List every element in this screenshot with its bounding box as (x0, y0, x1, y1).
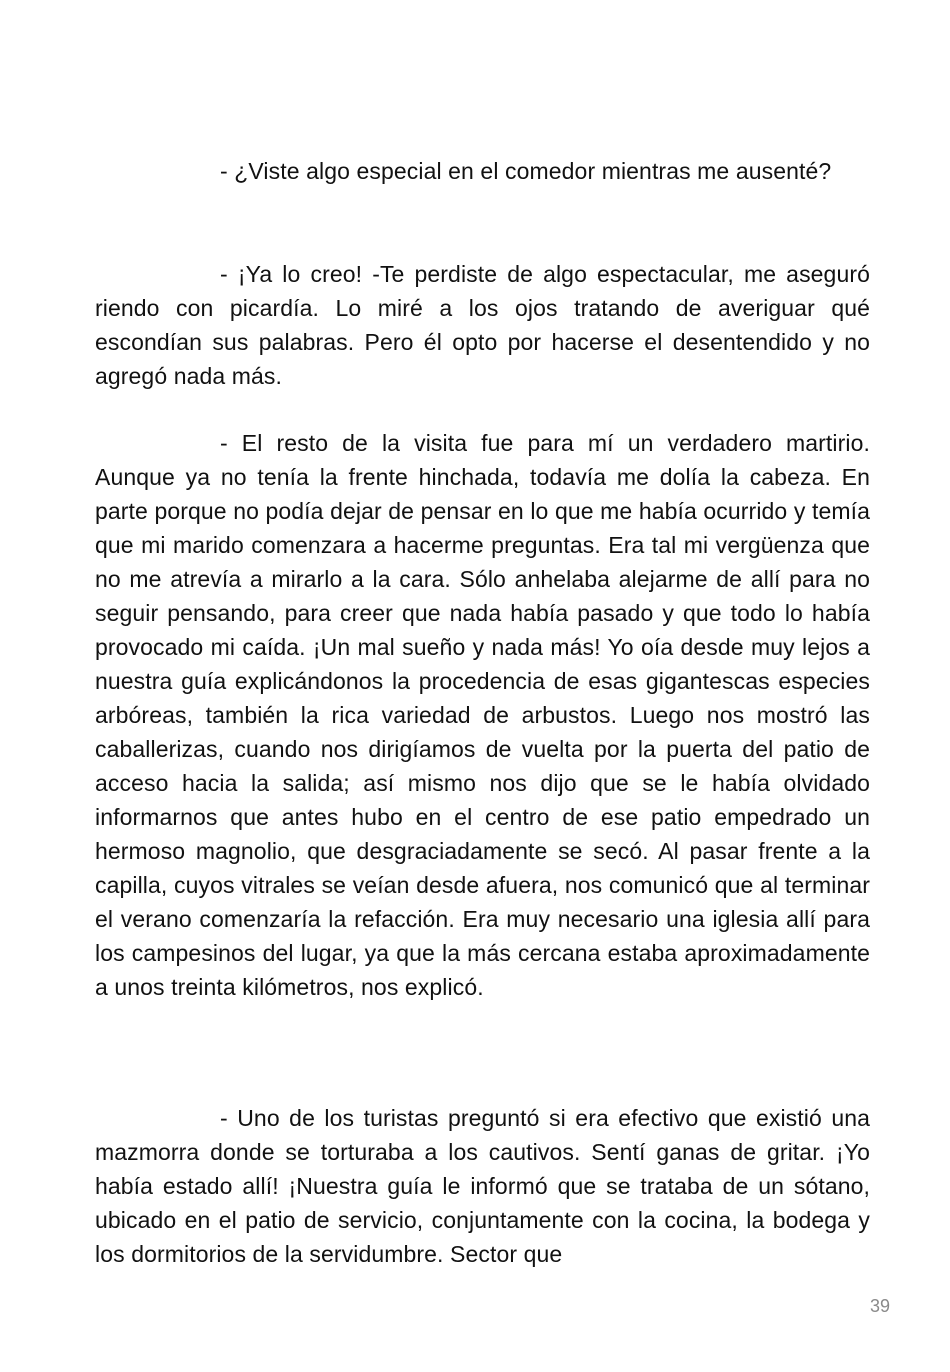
paragraph-2 (95, 257, 870, 393)
paragraph-text: - ¡Ya lo creo! -Te perdiste de algo espectacular, me aseguró riendo con picardía. Lo miré a los ojos tratando de averiguar qué escondían sus palabras. Pero él opto por hacerse el desentendido y no agregó nada más. (95, 261, 870, 389)
paragraph-text: - ¿Viste algo especial en el comedor mientras me ausenté? (220, 158, 832, 184)
paragraph-text: - Uno de los turistas preguntó si era efectivo que existió una mazmorra donde se torturaba a los cautivos. Sentí ganas de gritar. ¡Yo había estado allí! ¡Nuestra guía le informó que se trataba de un sótano, ubicado en el patio de servicio, conjuntamente con la cocina, la bodega y los dormitorios de la servidumbre. Sector que (95, 1105, 870, 1267)
paragraph-3 (95, 426, 870, 1004)
paragraph-text: - El resto de la visita fue para mí un verdadero martirio. Aunque ya no tenía la frente hinchada, todavía me dolía la cabeza. En parte porque no podía dejar de pensar en lo que me había ocurrido y temía que mi marido comenzara a hacerme preguntas. Era tal mi vergüenza que no me atrevía a mirarlo a la cara. Sólo anhelaba alejarme de allí para no seguir pensando, para creer que nada había pasado y que todo lo había provocado mi caída. ¡Un mal sueño y nada más! Yo oía desde muy lejos a nuestra guía explicándonos la procedencia de esas gigantescas especies arbóreas, también la rica variedad de arbustos. Luego nos mostró las caballerizas, cuando nos dirigíamos de vuelta por la puerta del patio de acceso hacia la salida; así mismo nos dijo que se le había olvidado informarnos que antes hubo en el centro de ese patio empedrado un hermoso magnolio, que desgraciadamente se secó. Al pasar frente a la capilla, cuyos vitrales se veían desde afuera, nos comunicó que al terminar el verano comenzaría la refacción. Era muy necesario una iglesia allí para los campesinos del lugar, ya que la más cercana estaba aproximadamente a unos treinta kilómetros, nos explicó. (95, 430, 870, 1000)
page-number: 39 (869, 1296, 890, 1316)
paragraph-1 (95, 154, 870, 188)
paragraph-4 (95, 1101, 870, 1271)
